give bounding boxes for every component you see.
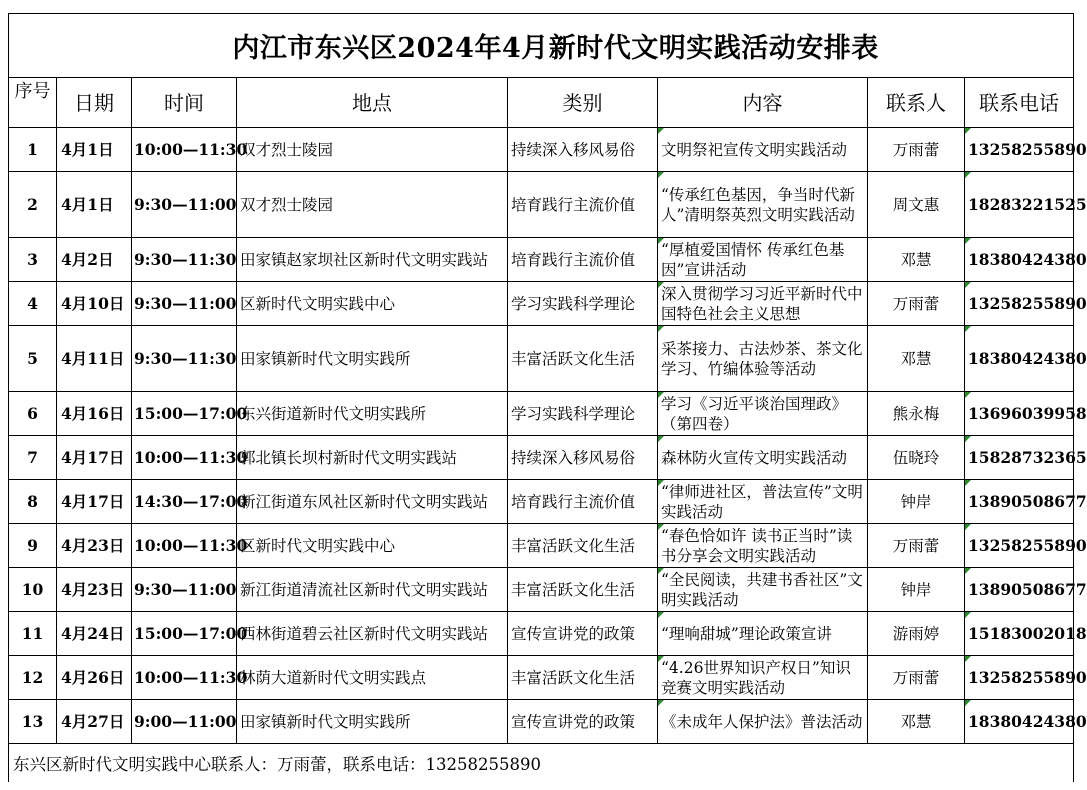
row-content xyxy=(658,392,868,436)
row-phone xyxy=(965,326,1087,392)
row-place-text: 双才烈士陵园 xyxy=(240,140,334,159)
row-number-text: 6 xyxy=(27,403,38,423)
row-content-text: 《未成年人保护法》普法活动 xyxy=(661,712,863,731)
table-header-row xyxy=(9,78,1074,128)
row-category xyxy=(508,238,658,282)
row-category-text: 培育践行主流价值 xyxy=(511,195,636,214)
row-content xyxy=(658,656,868,700)
row-time-text: 15:00—17:00 xyxy=(134,623,248,643)
row-category xyxy=(508,282,658,326)
row-content xyxy=(658,172,868,238)
row-category xyxy=(508,656,658,700)
row-place xyxy=(237,656,508,700)
row-date-text: 4月17日 xyxy=(61,447,125,467)
row-number-text: 1 xyxy=(27,139,38,159)
row-number-text: 8 xyxy=(27,491,38,511)
row-number xyxy=(9,568,57,612)
header-category: 类别 xyxy=(508,78,658,128)
row-number xyxy=(9,480,57,524)
row-category-text: 宣传宣讲党的政策 xyxy=(511,712,636,731)
row-date-text: 4月23日 xyxy=(61,579,125,599)
row-contact-text: 万雨蕾 xyxy=(892,536,940,555)
row-time-text: 9:30—11:30 xyxy=(134,348,237,368)
row-content-text: “传承红色基因，争当时代新人”清明祭英烈文明实践活动 xyxy=(661,185,855,224)
row-time-text: 10:00—11:30 xyxy=(134,139,248,159)
row-category xyxy=(508,700,658,744)
row-place-text: 西林街道碧云社区新时代文明实践站 xyxy=(240,624,489,643)
row-contact xyxy=(868,128,965,172)
comment-marker-icon xyxy=(965,282,971,288)
comment-marker-icon xyxy=(658,238,664,244)
row-place xyxy=(237,172,508,238)
table-row xyxy=(9,612,1074,656)
row-contact-text: 熊永梅 xyxy=(892,404,940,423)
table-row xyxy=(9,172,1074,238)
comment-marker-icon xyxy=(965,656,971,662)
row-content-text: 文明祭祀宣传文明实践活动 xyxy=(661,140,848,159)
row-date-text: 4月27日 xyxy=(61,711,125,731)
row-phone xyxy=(965,480,1087,524)
row-number-text: 11 xyxy=(21,623,44,643)
row-date-text: 4月1日 xyxy=(61,139,114,159)
row-category xyxy=(508,392,658,436)
row-place-text: 郭北镇长坝村新时代文明实践站 xyxy=(240,448,458,467)
row-category-text: 宣传宣讲党的政策 xyxy=(511,624,636,643)
row-phone xyxy=(965,568,1087,612)
row-number xyxy=(9,238,57,282)
table-row xyxy=(9,326,1074,392)
row-phone xyxy=(965,392,1087,436)
row-place-text: 东兴街道新时代文明实践所 xyxy=(240,404,427,423)
page-title: 内江市东兴区2024年4月新时代文明实践活动安排表 xyxy=(9,14,1074,78)
row-date xyxy=(57,700,132,744)
row-date-text: 4月11日 xyxy=(61,348,125,368)
row-content xyxy=(658,700,868,744)
row-category xyxy=(508,480,658,524)
row-category xyxy=(508,568,658,612)
row-date xyxy=(57,480,132,524)
row-place xyxy=(237,480,508,524)
row-content xyxy=(658,568,868,612)
row-content xyxy=(658,282,868,326)
row-place xyxy=(237,238,508,282)
row-category xyxy=(508,524,658,568)
row-date xyxy=(57,656,132,700)
table-row xyxy=(9,480,1074,524)
row-content-text: “厚植爱国情怀 传承红色基因”宣讲活动 xyxy=(661,240,845,279)
row-time-text: 14:30—17:00 xyxy=(134,491,248,511)
header-content: 内容 xyxy=(658,78,868,128)
table-row xyxy=(9,392,1074,436)
header-time: 时间 xyxy=(132,78,237,128)
row-phone xyxy=(965,238,1087,282)
row-contact xyxy=(868,436,965,480)
row-phone xyxy=(965,282,1087,326)
row-time-text: 9:30—11:00 xyxy=(134,194,237,214)
row-content xyxy=(658,128,868,172)
header-contact: 联系人 xyxy=(868,78,965,128)
row-time xyxy=(132,128,248,172)
row-contact-text: 万雨蕾 xyxy=(892,294,940,313)
row-phone xyxy=(965,656,1087,700)
row-number-text: 9 xyxy=(27,535,38,555)
row-contact-text: 钟岸 xyxy=(900,492,932,511)
row-date xyxy=(57,282,132,326)
row-time xyxy=(132,568,237,612)
row-number xyxy=(9,172,57,238)
footer-note: 东兴区新时代文明实践中心联系人：万雨蕾，联系电话：13258255890 xyxy=(9,744,1074,783)
table-row xyxy=(9,656,1074,700)
row-time-text: 10:00—11:30 xyxy=(134,535,248,555)
row-number xyxy=(9,700,57,744)
row-date-text: 4月2日 xyxy=(61,249,114,269)
row-time xyxy=(132,326,237,392)
row-place xyxy=(237,326,508,392)
row-contact-text: 邓慧 xyxy=(900,712,932,731)
row-phone-text: 13258255890 xyxy=(968,535,1087,555)
row-place xyxy=(237,612,508,656)
row-date-text: 4月24日 xyxy=(61,623,125,643)
row-contact-text: 钟岸 xyxy=(900,580,932,599)
comment-marker-icon xyxy=(658,480,664,486)
row-number xyxy=(9,436,57,480)
row-content xyxy=(658,436,868,480)
row-contact xyxy=(868,238,965,282)
row-time-text: 10:00—11:30 xyxy=(134,667,248,687)
row-number xyxy=(9,392,57,436)
table-row xyxy=(9,436,1074,480)
row-contact-text: 万雨蕾 xyxy=(892,668,940,687)
row-time xyxy=(132,392,248,436)
row-contact xyxy=(868,172,965,238)
header-phone: 联系电话 xyxy=(965,78,1074,128)
row-phone-text: 18283221525 xyxy=(968,194,1087,214)
row-content xyxy=(658,326,868,392)
row-date xyxy=(57,392,132,436)
row-contact xyxy=(868,524,965,568)
row-category xyxy=(508,436,658,480)
row-content-text: “理响甜城”理论政策宣讲 xyxy=(661,624,832,643)
comment-marker-icon xyxy=(658,612,664,618)
row-content xyxy=(658,480,868,524)
row-time xyxy=(132,612,248,656)
row-contact xyxy=(868,480,965,524)
row-category-text: 学习实践科学理论 xyxy=(511,294,636,313)
row-place-text: 区新时代文明实践中心 xyxy=(240,294,396,313)
row-category-text: 持续深入移风易俗 xyxy=(511,448,636,467)
schedule-sheet xyxy=(8,13,1087,782)
row-time xyxy=(132,700,237,744)
row-content xyxy=(658,238,868,282)
row-number-text: 4 xyxy=(27,293,38,313)
table-row xyxy=(9,568,1074,612)
row-date-text: 4月10日 xyxy=(61,293,125,313)
row-number xyxy=(9,282,57,326)
header-place: 地点 xyxy=(237,78,508,128)
schedule-table xyxy=(8,13,1087,782)
row-contact xyxy=(868,612,965,656)
row-time xyxy=(132,172,237,238)
table-body xyxy=(9,128,1087,744)
comment-marker-icon xyxy=(658,700,664,706)
row-date xyxy=(57,612,132,656)
row-place-text: 区新时代文明实践中心 xyxy=(240,536,396,555)
comment-marker-icon xyxy=(965,612,971,618)
row-contact-text: 邓慧 xyxy=(900,250,932,269)
comment-marker-icon xyxy=(658,282,664,288)
row-phone-text: 13258255890 xyxy=(968,667,1087,687)
comment-marker-icon xyxy=(658,436,664,442)
row-place-text: 双才烈士陵园 xyxy=(240,195,334,214)
table-row xyxy=(9,282,1074,326)
row-content-text: “4.26世界知识产权日”知识竞赛文明实践活动 xyxy=(661,658,851,697)
row-date xyxy=(57,238,132,282)
row-place-text: 田家镇新时代文明实践所 xyxy=(240,349,411,368)
row-number xyxy=(9,128,57,172)
row-time-text: 15:00—17:00 xyxy=(134,403,248,423)
row-number-text: 12 xyxy=(21,667,44,687)
row-place xyxy=(237,392,508,436)
row-content-text: 深入贯彻学习习近平新时代中国特色社会主义思想 xyxy=(661,284,863,323)
table-row xyxy=(9,700,1074,744)
row-time-text: 9:00—11:00 xyxy=(134,711,237,731)
row-place xyxy=(237,282,508,326)
row-number xyxy=(9,326,57,392)
row-contact xyxy=(868,700,965,744)
row-date xyxy=(57,326,132,392)
table-row xyxy=(9,524,1074,568)
row-place-text: 新江街道清流社区新时代文明实践站 xyxy=(240,580,489,599)
row-category-text: 丰富活跃文化生活 xyxy=(511,349,636,368)
row-category-text: 学习实践科学理论 xyxy=(511,404,636,423)
row-contact-text: 邓慧 xyxy=(900,349,932,368)
row-number-text: 3 xyxy=(27,249,38,269)
comment-marker-icon xyxy=(965,392,971,398)
comment-marker-icon xyxy=(658,656,664,662)
row-phone xyxy=(965,700,1087,744)
comment-marker-icon xyxy=(965,172,971,178)
row-place-text: 新江街道东风社区新时代文明实践站 xyxy=(240,492,489,511)
row-place xyxy=(237,568,508,612)
comment-marker-icon xyxy=(965,700,971,706)
row-number xyxy=(9,656,57,700)
row-contact-text: 游雨婷 xyxy=(892,624,940,643)
row-phone xyxy=(965,524,1087,568)
comment-marker-icon xyxy=(965,326,971,332)
row-number-text: 2 xyxy=(27,194,38,214)
row-date-text: 4月1日 xyxy=(61,194,114,214)
row-number-text: 5 xyxy=(27,348,38,368)
row-phone-text: 13890508677 xyxy=(968,491,1087,511)
comment-marker-icon xyxy=(658,568,664,574)
comment-marker-icon xyxy=(965,568,971,574)
row-contact xyxy=(868,568,965,612)
table-row xyxy=(9,238,1074,282)
header-date: 日期 xyxy=(57,78,132,128)
row-number-text: 13 xyxy=(21,711,44,731)
row-number xyxy=(9,612,57,656)
row-contact-text: 伍晓玲 xyxy=(892,448,940,467)
row-content-text: “全民阅读，共建书香社区”文明实践活动 xyxy=(661,570,863,609)
row-number-text: 7 xyxy=(27,447,38,467)
row-place xyxy=(237,524,508,568)
row-phone xyxy=(965,436,1087,480)
row-phone xyxy=(965,172,1087,238)
row-contact xyxy=(868,392,965,436)
row-contact xyxy=(868,282,965,326)
row-phone-text: 18380424380 xyxy=(968,711,1087,731)
row-content xyxy=(658,612,868,656)
table-row xyxy=(9,128,1074,172)
row-date-text: 4月23日 xyxy=(61,535,125,555)
row-place xyxy=(237,700,508,744)
row-category-text: 丰富活跃文化生活 xyxy=(511,580,636,599)
row-content-text: 采茶接力、古法炒茶、茶文化学习、竹编体验等活动 xyxy=(661,339,863,378)
row-time xyxy=(132,238,237,282)
row-category xyxy=(508,128,658,172)
row-date-text: 4月16日 xyxy=(61,403,125,423)
row-category xyxy=(508,612,658,656)
row-phone-text: 15183002018 xyxy=(968,623,1087,643)
row-category-text: 培育践行主流价值 xyxy=(511,250,636,269)
row-contact xyxy=(868,656,965,700)
row-place-text: 林荫大道新时代文明实践点 xyxy=(240,668,427,687)
row-time-text: 9:30—11:00 xyxy=(134,579,237,599)
row-place-text: 田家镇赵家坝社区新时代文明实践站 xyxy=(240,250,489,269)
row-content xyxy=(658,524,868,568)
row-date-text: 4月17日 xyxy=(61,491,125,511)
row-category-text: 培育践行主流价值 xyxy=(511,492,636,511)
row-number xyxy=(9,524,57,568)
row-phone xyxy=(965,128,1087,172)
row-time xyxy=(132,436,248,480)
row-category xyxy=(508,326,658,392)
row-contact xyxy=(868,326,965,392)
row-time-text: 9:30—11:00 xyxy=(134,293,237,313)
comment-marker-icon xyxy=(658,172,664,178)
row-place-text: 田家镇新时代文明实践所 xyxy=(240,712,411,731)
row-content-text: 森林防火宣传文明实践活动 xyxy=(661,448,848,467)
row-category-text: 丰富活跃文化生活 xyxy=(511,536,636,555)
row-content-text: 学习《习近平谈治国理政》（第四卷） xyxy=(661,394,848,433)
comment-marker-icon xyxy=(658,326,664,332)
row-phone-text: 13696039958 xyxy=(968,403,1087,423)
comment-marker-icon xyxy=(965,480,971,486)
row-content-text: “春色恰如许 读书正当时”读书分享会文明实践活动 xyxy=(661,526,853,565)
row-category-text: 持续深入移风易俗 xyxy=(511,140,636,159)
row-content-text: “律师进社区，普法宣传”文明实践活动 xyxy=(661,482,863,521)
row-time-text: 10:00—11:30 xyxy=(134,447,248,467)
row-contact-text: 万雨蕾 xyxy=(892,140,940,159)
row-phone-text: 13890508677 xyxy=(968,579,1087,599)
comment-marker-icon xyxy=(658,524,664,530)
row-date xyxy=(57,172,132,238)
row-time xyxy=(132,524,248,568)
row-place xyxy=(237,128,508,172)
row-category-text: 丰富活跃文化生活 xyxy=(511,668,636,687)
row-date xyxy=(57,568,132,612)
comment-marker-icon xyxy=(965,238,971,244)
comment-marker-icon xyxy=(965,524,971,530)
comment-marker-icon xyxy=(658,128,664,134)
row-date-text: 4月26日 xyxy=(61,667,125,687)
header-seq: 序号 xyxy=(9,78,57,128)
row-phone-text: 15828732365 xyxy=(968,447,1087,467)
comment-marker-icon xyxy=(965,128,971,134)
row-time xyxy=(132,282,237,326)
row-number-text: 10 xyxy=(21,579,44,599)
row-phone-text: 18380424380 xyxy=(968,348,1087,368)
row-phone-text: 18380424380 xyxy=(968,249,1087,269)
row-phone-text: 13258255890 xyxy=(968,139,1087,159)
row-place xyxy=(237,436,508,480)
row-date xyxy=(57,524,132,568)
row-phone-text: 13258255890 xyxy=(968,293,1087,313)
comment-marker-icon xyxy=(965,436,971,442)
row-phone xyxy=(965,612,1087,656)
row-category xyxy=(508,172,658,238)
row-time-text: 9:30—11:30 xyxy=(134,249,237,269)
row-time xyxy=(132,480,248,524)
comment-marker-icon xyxy=(658,392,664,398)
row-date xyxy=(57,436,132,480)
row-time xyxy=(132,656,248,700)
row-date xyxy=(57,128,132,172)
row-contact-text: 周文惠 xyxy=(892,195,940,214)
